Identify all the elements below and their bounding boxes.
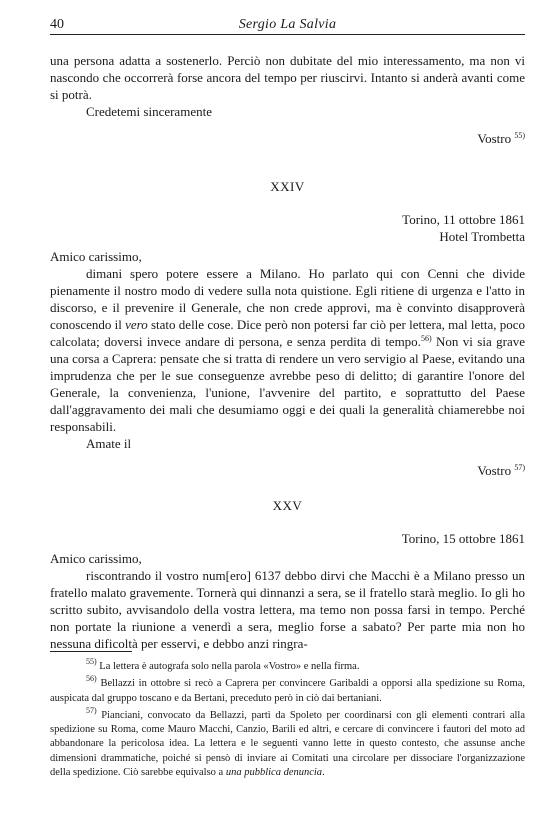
- footnote-ref: 57): [514, 463, 525, 472]
- footnote-ref: 56): [420, 334, 432, 343]
- letter-body: riscontrando il vostro num[ero] 6137 debbo dirvi che Macchi è a Milano presso un fratello malato gravemente. Tornerà qui dinnanzi a sera, se il fratello starà meglio. Io gli ho scritto subito, avvisandolo della vostra lettera, ma temo non possa farsi in tempo. Perché non portate la riunione a venerdì a sera, meglio forse a sabato? Per parte mia non ho nessuna dificoltà per esservi, e debbo anzi ringra-: [50, 568, 525, 651]
- salutation: Amico carissimo,: [50, 551, 142, 566]
- previous-letter-ending: [50, 52, 525, 147]
- running-title: Sergio La Salvia: [238, 17, 337, 32]
- place-date: Torino, 15 ottobre 1861: [401, 531, 525, 546]
- letter-number: XXIV: [270, 179, 305, 194]
- page-header: [50, 14, 525, 35]
- closing-formula: Amate il: [86, 436, 132, 451]
- page-number: 40: [50, 17, 64, 32]
- footnote-56: $^{56)}$ Bellazzi in ottobre si recò a Caprera per convincere Garibaldi a opporsi alla spedizione su Roma, auspicata dal gruppo toscano e da Bertani, preceduto però in ciò dai bertaniani.: [50, 674, 525, 704]
- letter-number: XXV: [272, 498, 303, 513]
- footnotes: [50, 657, 525, 783]
- footnote-rule: [50, 651, 132, 652]
- footnote-57: $^{57)}$ Pianciani, convocato da Bellazzi, partì da Spoleto per coordinarsi con gli elementi contrari alla spedizione su Roma, come Mauro Macchi, Canzio, Barili ed altri, e cercare di convincere i fautori del moto ad abbandonare la pericolosa idea. La lettera e le seguenti vanno lette in questo contesto, che assunse anche dimensioni drammatiche, poiché si pensò di inviare ai Comitati una circolare per dissociare l'organizzazione della spedizione. Ciò sarebbe equivalso a una pubblica denuncia.: [50, 705, 525, 779]
- continuation-paragraph: una persona adatta a sostenerlo. Perciò non dubitate del mio interessamento, ma non vi nascondo che occorrerà forse ancora del tempo per riuscirvi. Intanto si anderà avanti come si potrà.: [50, 53, 525, 102]
- signature: Vostro $^{55)}$: [477, 131, 525, 146]
- footnote-55: $^{55)}$ La lettera è autografa solo nella parola «Vostro» e nella firma.: [86, 657, 360, 672]
- letter-xxiv: [50, 178, 525, 479]
- letter-xxv: [50, 497, 525, 652]
- signature: Vostro $^{57)}$: [477, 463, 525, 478]
- place-date: Torino, 11 ottobre 1861: [402, 212, 525, 227]
- address: Hotel Trombetta: [439, 229, 525, 244]
- salutation: Amico carissimo,: [50, 249, 142, 264]
- footnote-ref: 55): [514, 131, 525, 140]
- closing-formula: Credetemi sinceramente: [86, 104, 212, 119]
- letter-body: dimani spero potere essere a Milano. Ho parlato qui con Cenni che divide pienamente il nostro modo di vedere sulla nota quistione. Egli ritiene di urgenza e l'atto in discorso, e il prevenire il Generale, che non crede approvi, ma è convinto disapproverà conoscendo il vero stato delle cose. Dice però non potersi far ciò per lettera, mal letta, poco calcolata; doversi invece andare di persona, e senza perdita di tempo.$^{56)}$ Non vi sia grave una corsa a Caprera: pensate che si tratta di rendere un vero servigio al Paese, evitando una imprudenza che per le sue conseguenze avrebbe peso di delitto; di garantire l'onore del Generale, la convenienza, l'unione, l'avvenire del partito, e soprattutto del Paese dall'aggravamento dei mali che desumiamo oggi e dei quali la generalità chiamerebbe noi responsabili.: [50, 266, 525, 434]
